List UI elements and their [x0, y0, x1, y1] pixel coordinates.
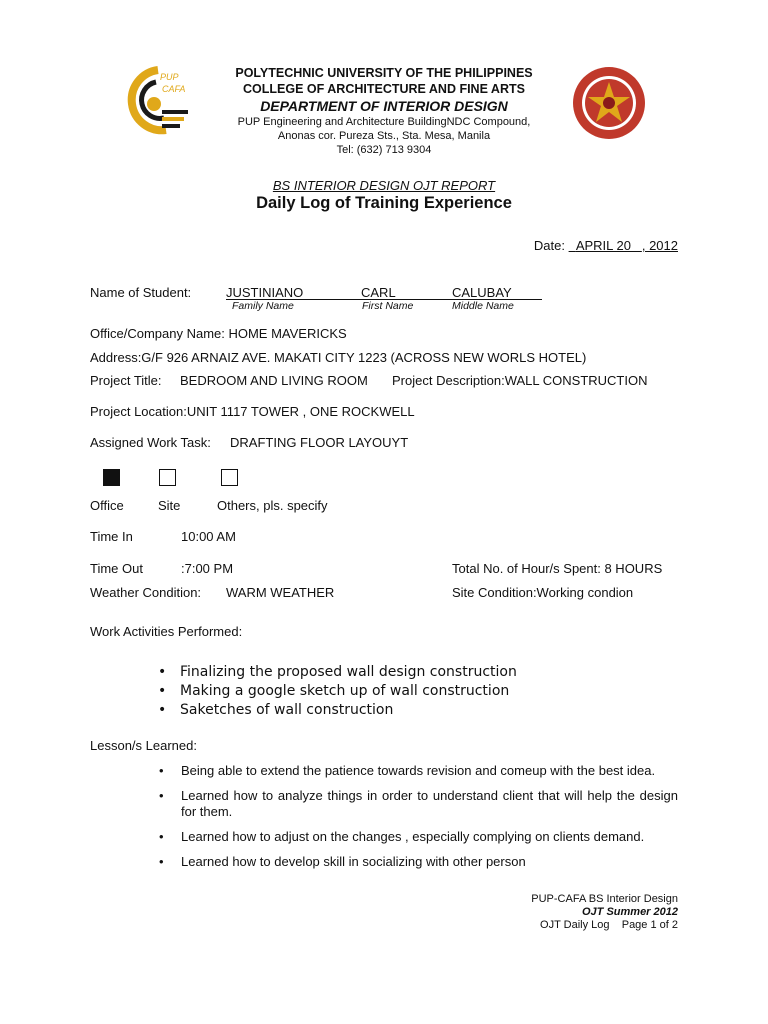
pup-seal-graphic	[572, 66, 646, 140]
footer-term: OJT Summer 2012	[582, 906, 678, 918]
project-title-label: Project Title:	[90, 373, 162, 388]
report-subtitle: BS INTERIOR DESIGN OJT REPORT	[272, 178, 496, 193]
lessons-label: Lesson/s Learned:	[90, 738, 197, 753]
bullet-icon: •	[158, 702, 167, 718]
bullet-icon: •	[158, 683, 167, 699]
date-label: Date:	[533, 238, 565, 253]
page-footer	[531, 893, 678, 932]
address-line-2: Anonas cor. Pureza Sts., Sta. Mesa, Manila	[277, 130, 491, 142]
student-middle-name: CALUBAY	[452, 285, 512, 300]
pup-seal	[572, 66, 646, 140]
address-line-1: PUP Engineering and Architecture BuildingNDC Compound,	[237, 116, 531, 128]
project-location: Project Location:UNIT 1117 TOWER , ONE ROCKWELL	[90, 404, 415, 419]
site-checkbox[interactable]	[159, 469, 176, 486]
bullet-icon: •	[159, 829, 164, 844]
office-checkbox[interactable]	[103, 469, 120, 486]
time-out-label: Time Out	[90, 561, 143, 576]
total-hours: Total No. of Hour/s Spent: 8 HOURS	[452, 561, 663, 576]
lessons-list	[159, 763, 678, 879]
list-item: • Learned how to adjust on the changes , especially complying on clients demand.	[159, 829, 645, 844]
date-value: APRIL 20 , 2012	[575, 238, 678, 253]
company-address: Address:G/F 926 ARNAIZ AVE. MAKATI CITY 1223 (ACROSS NEW WORLS HOTEL)	[90, 350, 587, 365]
activities-label: Work Activities Performed:	[90, 624, 243, 639]
assigned-task-value: DRAFTING FLOOR LAYOUYT	[230, 435, 409, 450]
weather-label: Weather Condition:	[90, 585, 202, 600]
company-name: Office/Company Name: HOME MAVERICKS	[90, 326, 347, 341]
telephone: Tel: (632) 713 9304	[336, 144, 432, 156]
site-option-label: Site	[158, 498, 181, 513]
footer-page: OJT Daily Log Page 1 of 2	[540, 919, 678, 931]
weather-value: WARM WEATHER	[226, 585, 335, 600]
list-item: • Learned how to analyze things in order to understand client that will help the design for them.	[159, 788, 678, 819]
others-option-label: Others, pls. specify	[217, 498, 328, 513]
college-name: COLLEGE OF ARCHITECTURE AND FINE ARTS	[243, 82, 525, 96]
time-in-label: Time In	[90, 529, 133, 544]
list-item: • Learned how to develop skill in socializing with other person	[159, 854, 526, 869]
cafa-logo-graphic	[118, 64, 190, 136]
footer-program: PUP-CAFA BS Interior Design	[531, 893, 678, 905]
student-first-name: CARL	[361, 285, 396, 300]
cafa-logo-text-1: PUP	[160, 72, 179, 82]
institution-header	[200, 65, 568, 157]
bullet-icon: •	[159, 854, 164, 869]
bullet-icon: •	[159, 788, 164, 803]
cafa-logo-text-2: CAFA	[162, 84, 186, 94]
list-item: • Saketches of wall construction	[158, 702, 394, 718]
university-name: POLYTECHNIC UNIVERSITY OF THE PHILIPPINES	[235, 66, 533, 80]
list-item: • Making a google sketch up of wall construction	[158, 683, 510, 699]
first-name-caption: First Name	[362, 300, 414, 312]
bullet-icon: •	[158, 664, 167, 680]
cafa-logo	[118, 64, 190, 136]
student-family-name: JUSTINIANO	[226, 285, 304, 300]
project-description: Project Description:WALL CONSTRUCTION	[392, 373, 648, 388]
others-checkbox[interactable]	[221, 469, 238, 486]
site-condition: Site Condition:Working condion	[452, 585, 634, 600]
family-name-caption: Family Name	[232, 300, 294, 312]
project-title-value: BEDROOM AND LIVING ROOM	[180, 373, 368, 388]
student-label: Name of Student:	[90, 285, 192, 300]
list-item: • Being able to extend the patience towards revision and comeup with the best idea.	[159, 763, 656, 778]
assigned-task-label: Assigned Work Task:	[90, 435, 211, 450]
activities-list	[158, 663, 680, 720]
department-name: DEPARTMENT OF INTERIOR DESIGN	[260, 98, 508, 114]
time-in-value: 10:00 AM	[181, 529, 236, 544]
time-out-value: :7:00 PM	[181, 561, 234, 576]
list-item: • Finalizing the proposed wall design construction	[158, 664, 517, 680]
middle-name-caption: Middle Name	[452, 300, 514, 312]
office-option-label: Office	[90, 498, 124, 513]
bullet-icon: •	[159, 763, 164, 778]
date-row	[534, 238, 678, 253]
report-title: Daily Log of Training Experience	[256, 194, 512, 212]
